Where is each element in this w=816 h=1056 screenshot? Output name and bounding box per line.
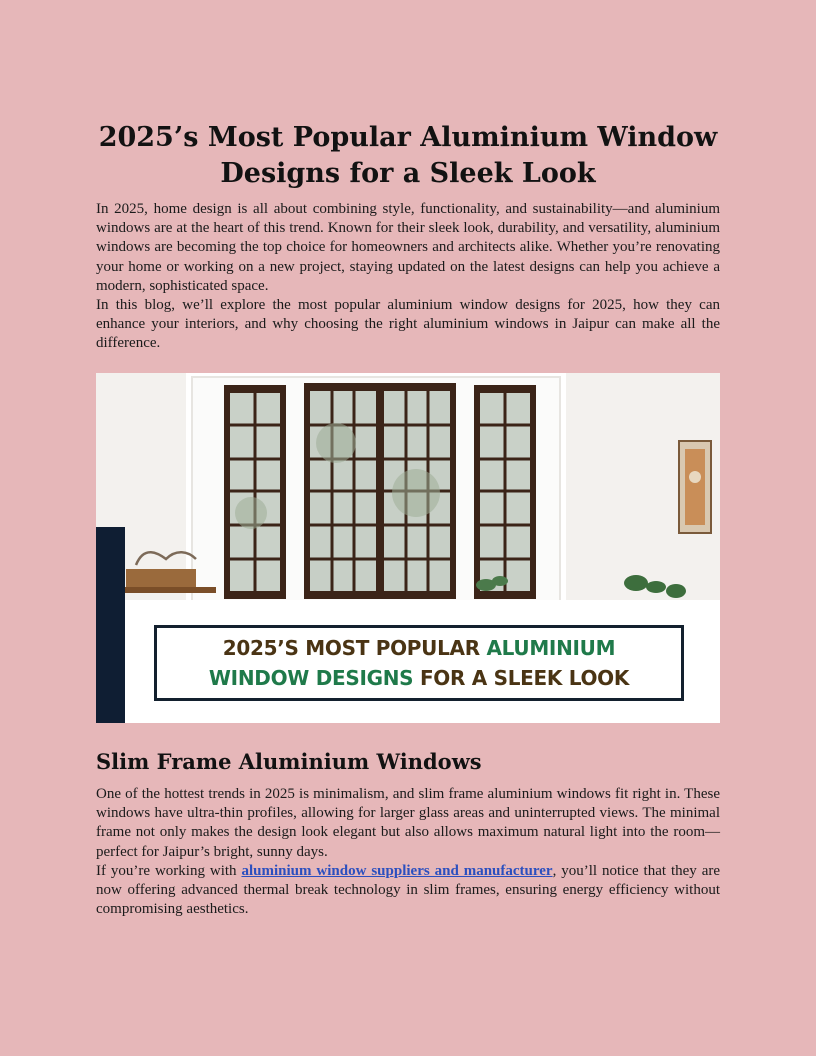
paragraph-2-rest-text: , you’ll notice that they are now offering advanced thermal break technology in slim frames, ensuring energy efficiency without compromising aesthetics.: [96, 862, 721, 918]
banner-line-1-dark: 2025’S MOST POPULAR: [222, 636, 480, 660]
section-paragraph-2: [96, 862, 720, 920]
banner-line-1: [223, 633, 615, 663]
intro-section: [96, 200, 720, 354]
banner-line-1-green: ALUMINIUM: [486, 636, 616, 660]
banner-line-2-green: WINDOW DESIGNS: [208, 666, 414, 690]
hero-banner-image: [96, 373, 720, 723]
intro-paragraph-1: In 2025, home design is all about combining style, functionality, and sustainability—and aluminium windows are at the heart of this trend. Known for their sleek look, durability, and versatility, aluminium windows are becoming the top choice for homeowners and architects alike. Whether you’re renovating your home or working on a new project, staying updated on the latest designs can help you achieve a modern, sophisticated space.: [96, 201, 720, 294]
banner-line-2-dark: FOR A SLEEK LOOK: [419, 666, 630, 690]
banner-line-2: [209, 663, 629, 693]
section-heading-slim-frame: Slim Frame Aluminium Windows: [96, 749, 482, 774]
window-left: [224, 385, 286, 599]
banner-title-box: [154, 625, 684, 701]
banner-side-bar: [96, 527, 125, 723]
page-title: 2025’s Most Popular Aluminium Window Designs for a Sleek Look: [98, 122, 718, 189]
intro-paragraph-2: In this blog, we’ll explore the most popular aluminium window designs for 2025, how they can enhance your interiors, and why choosing the right aluminium windows in Jaipur can make all the difference.: [96, 297, 720, 352]
window-right: [474, 385, 536, 599]
slim-frame-section: [96, 785, 720, 919]
section-paragraph-1: One of the hottest trends in 2025 is minimalism, and slim frame aluminium windows fit right in. These windows have ultra-thin profiles, allowing for larger glass areas and uninterrupted views. The minimal frame not only makes the design look elegant but also allows maximum natural light into the room—perfect for Jaipur’s bright, sunny days.: [96, 786, 720, 860]
paragraph-2-intro-text: If you’re working with: [96, 862, 242, 879]
wall-artwork: [679, 441, 711, 533]
suppliers-manufacturer-link[interactable]: aluminium window suppliers and manufacturer: [241, 862, 553, 879]
